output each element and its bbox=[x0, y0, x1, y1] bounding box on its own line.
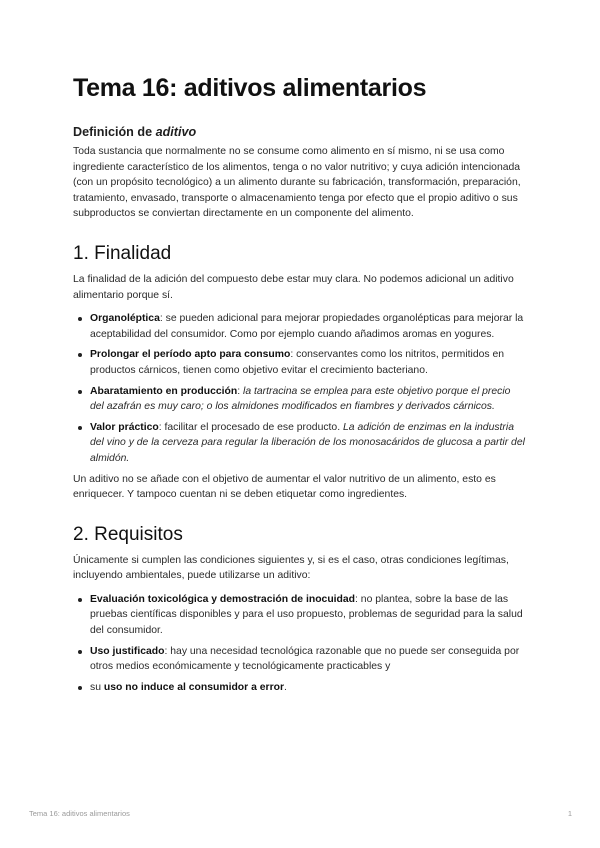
list-item-example: la tartracina se emplea para este objetivo porque el precio del azafrán es muy caro; o los almidones modificados en fiambres y derivados cárnicos. bbox=[90, 385, 511, 413]
footer-title: Tema 16: aditivos alimentarios bbox=[29, 809, 130, 818]
list-item-term: Abaratamiento en producción bbox=[90, 385, 238, 397]
requisitos-list bbox=[73, 592, 525, 696]
list-item bbox=[73, 592, 525, 639]
list-item-term: Evaluación toxicológica y demostración de inocuidad bbox=[90, 593, 356, 605]
definition-text: Toda sustancia que normalmente no se consume como alimento en sí mismo, ni se usa como ingrediente característico de los alimentos, tenga o no valor nutritivo; y cuya adición intencionada (con un propósito tecnológico) a un alimento durante su fabricación, transformación, preparación, tratamiento, envasado, transporte o almacenamiento tenga por efecto que el propio aditivo o sus subproductos se conviertan directamente en un componente del alimento. bbox=[73, 146, 521, 220]
list-item-prefix: su bbox=[90, 681, 104, 693]
page-number: 1 bbox=[567, 809, 572, 818]
document-page bbox=[73, 72, 525, 700]
page-footer bbox=[29, 809, 572, 819]
definition-heading bbox=[73, 124, 525, 140]
section-heading-requisitos: 2. Requisitos bbox=[73, 523, 183, 545]
section-closing-finalidad: Un aditivo no se añade con el objetivo de aumentar el valor nutritivo de un alimento, esto es enriquecer. Y tampoco cuentan ni se deben etiquetar como ingredientes. bbox=[73, 473, 496, 501]
list-item-term: Prolongar el período apto para consumo bbox=[90, 349, 291, 361]
list-item-term: Valor práctico bbox=[90, 421, 159, 433]
list-item bbox=[73, 420, 525, 467]
section-intro-requisitos: Únicamente si cumplen las condiciones siguientes y, si es el caso, otras condiciones legítimas, incluyendo ambientales, puede utilizarse un aditivo: bbox=[73, 554, 509, 582]
list-item-term: Organoléptica bbox=[90, 313, 160, 325]
section-heading-finalidad: 1. Finalidad bbox=[73, 242, 172, 264]
list-item-example: La adición de enzimas en la industria del vino y de la cerveza para regular la liberación de los monosacáridos de glucosa a partir del almidón. bbox=[90, 421, 525, 464]
finalidad-list bbox=[73, 311, 525, 466]
list-item-text: : conservantes como los nitritos, permitidos en productos cárnicos, tienen como objetivo evitar el crecimiento bacteriano. bbox=[90, 349, 505, 376]
list-item bbox=[73, 644, 525, 675]
list-item bbox=[73, 347, 525, 378]
definition-heading-prefix: Definición de bbox=[73, 125, 156, 139]
list-item bbox=[73, 680, 525, 696]
definition-heading-term: aditivo bbox=[155, 125, 197, 139]
list-item-text: . bbox=[284, 681, 287, 693]
list-item-term: uso no induce al consumidor a error bbox=[103, 681, 285, 693]
list-item-text: : no plantea, sobre la base de las pruebas científicas disponibles y para el uso propuesto, problemas de seguridad para la salud del consumidor. bbox=[90, 593, 523, 637]
list-item-term: Uso justificado bbox=[90, 645, 165, 657]
list-item bbox=[73, 311, 525, 342]
list-item bbox=[73, 384, 525, 415]
list-item-text: : hay una necesidad tecnológica razonable que no puede ser conseguida por otros medios económicamente y tecnológicamente practicables y bbox=[90, 645, 520, 673]
list-item-text: : bbox=[237, 385, 244, 397]
section-intro-finalidad: La finalidad de la adición del compuesto debe estar muy clara. No podemos adicional un aditivo alimentario porque sí. bbox=[73, 273, 514, 301]
page-title: Tema 16: aditivos alimentarios bbox=[73, 74, 427, 102]
list-item-text: : se pueden adicional para mejorar propiedades organolépticas para mejorar la aceptabilidad del consumidor. Como por ejemplo cuando añadimos aromas en yogures. bbox=[90, 313, 524, 340]
list-item-text: : facilitar el procesado de ese producto. bbox=[158, 421, 343, 433]
